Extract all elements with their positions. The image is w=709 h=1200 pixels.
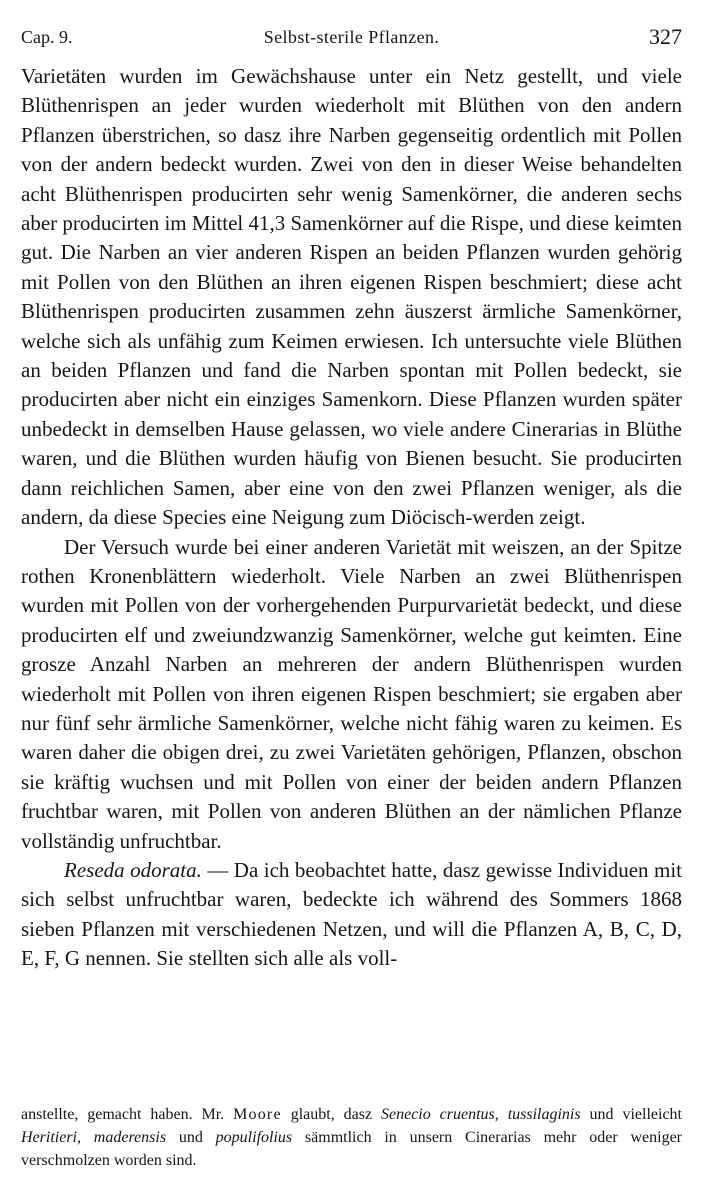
main-text: [21, 62, 682, 974]
footnote-part-2: glaubt, dasz: [281, 1106, 381, 1123]
running-title: Selbst-sterile Pflanzen.: [263, 27, 440, 47]
footnote-person: Moore: [233, 1106, 282, 1123]
footnote-species-2: Heritieri, maderensis: [21, 1129, 167, 1146]
chapter-label: Cap. 9.: [21, 27, 73, 47]
footnote-text: [21, 1103, 682, 1172]
species-heading: Reseda odorata.: [64, 857, 202, 882]
paragraph-2: Der Versuch wurde bei einer anderen Varietät mit weiszen, an der Spitze rothen Kronenblättern wiederholt. Viele Narben an zwei Blüthenrispen wurden mit Pollen von der vorhergehenden Purpurvarietät bedeckt, und diese producirten elf und zweiundzwanzig Samenkörner, welche gut keimten. Eine grosze Anzahl Narben an mehreren der andern Blüthenrispen wurden wiederholt mit Pollen von ihren eigenen Rispen beschmiert; sie ergaben aber nur fünf sehr ärmliche Samenkörner, welche nicht fähig waren zu keimen. Es waren daher die obigen drei, zu zwei Varietäten gehörigen, Pflanzen, obschon sie kräftig wuchsen und mit Pollen von einer der beiden andern Pflanzen fruchtbar waren, mit Pollen von anderen Blüthen an der nämlichen Pflanze vollständig unfruchtbar.: [21, 534, 682, 853]
paragraph-1: Varietäten wurden im Gewächshause unter ein Netz gestellt, und viele Blüthenrispen an jeder wurden wiederholt mit Blüthen von den andern Pflanzen überstrichen, so dasz ihre Narben gegenseitig ordentlich mit Pollen von der andern bedeckt wurden. Zwei von den in dieser Weise behandelten acht Blüthenrispen producirten sehr wenig Samenkörner, die anderen sechs aber producirten im Mittel 41,3 Samenkörner auf die Rispe, und diese keimten gut. Die Narben an vier anderen Rispen an beiden Pflanzen wurden gehörig mit Pollen von den Blüthen an ihren eigenen Rispen beschmiert; diese acht Blüthenrispen producirten zusammen zehn äuszerst ärmliche Samenkörner, welche sich als unfähig zum Keimen erwiesen. Ich untersuchte viele Blüthen an beiden Pflanzen und fand die Narben spontan mit Pollen bedeckt, sie producirten aber nicht ein einziges Samenkorn. Diese Pflanzen wurden später unbedeckt in demselben Hause gelassen, wo viele andere Cinerarias in Blüthe waren, und die Blüthen wurden häufig von Bienen besucht. Sie producirten dann reichlichen Samen, aber eine von den zwei Pflanzen weniger, als die andern, da diese Species eine Neigung zum Diöcisch-werden zeigt.: [21, 64, 682, 530]
page-number: 327: [649, 24, 682, 49]
footnote-part-1: anstellte, gemacht haben. Mr.: [21, 1106, 234, 1123]
running-head: [21, 22, 682, 52]
paragraph-3-text: — Da ich beobachtet hatte, dasz gewisse Individuen mit sich selbst unfruchtbar waren, bedeckte ich während des Sommers 1868 sieben Pflanzen mit verschiedenen Netzen, und will die Pflanzen A, B, C, D, E, F, G nennen. Sie stellten sich alle als voll-: [21, 857, 682, 971]
footnote-part-3: und vielleicht: [580, 1106, 683, 1123]
paragraph-3: [21, 856, 682, 974]
footnote-part-4: und: [166, 1129, 216, 1146]
footnote-species-1: Senecio cruentus, tussilaginis: [380, 1106, 581, 1123]
footnote-part-5: sämmtlich in unsern Cinerarias mehr oder weniger verschmolzen worden sind.: [21, 1129, 683, 1169]
footnote-species-3: populifolius: [215, 1129, 293, 1146]
footnote: [21, 1103, 682, 1172]
